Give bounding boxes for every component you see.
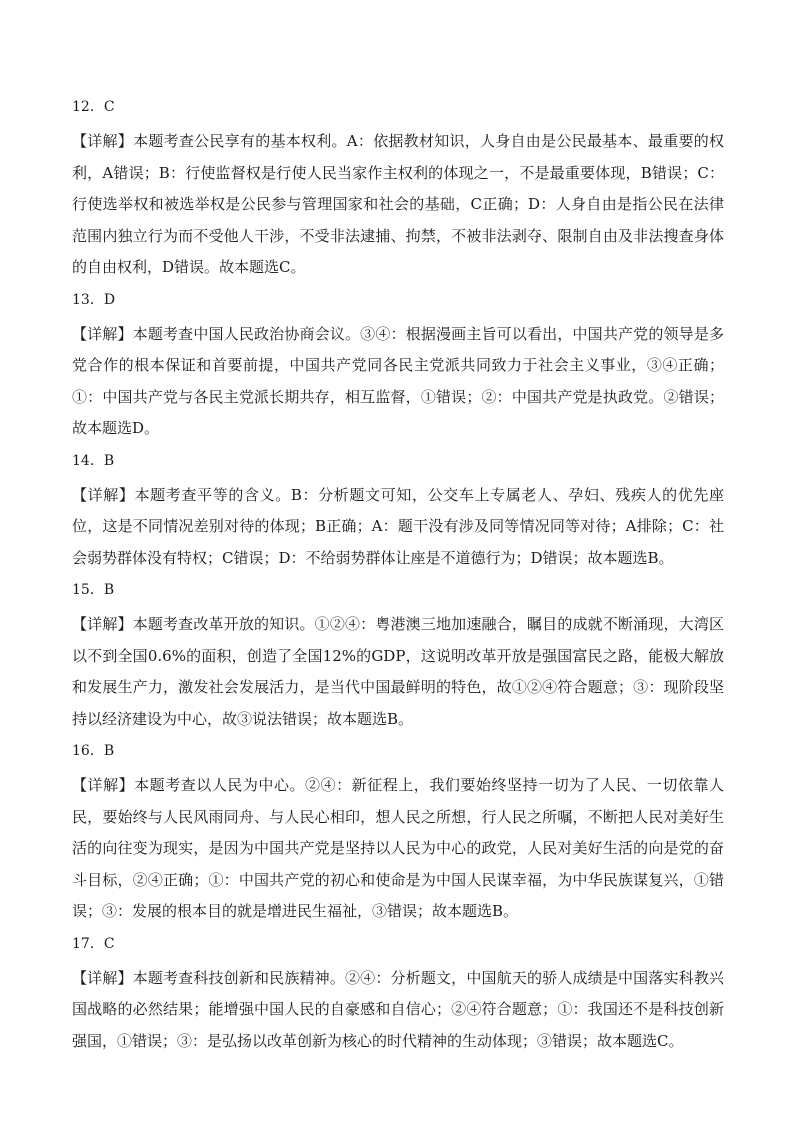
question-number: 16．B (72, 743, 115, 759)
question-number: 12．C (72, 99, 115, 115)
question-number: 14．B (72, 452, 115, 469)
answer-item-12 (72, 96, 724, 284)
explanation-text: 【详解】本题考查公民享有的基本权利。A：依据教材知识，人身自由是公民最基本、最重要的权利，A错误；B：行使监督权是行使人民当家作主权利的体现之一，不是最重要体现，B错误；C：行使选举权和被选举权是公民参与管理国家和社会的基础，C正确；D：人身自由是指公民在法律范围内独立行为而不受他人干涉，不受非法逮捕、拘禁，不被非法剥夺、限制自由及非法搜查身体的自由权利，D错误。故本题选C。 (72, 132, 724, 276)
explanation-text: 【详解】本题考查科技创新和民族精神。②④：分析题文，中国航天的骄人成绩是中国落实科教兴国战略的必然结果；能增强中国人民的自豪感和自信心；②④符合题意；①：我国还不是科技创新强国，①错误；③：是弘扬以改革创新为核心的时代精神的生动体现；③错误；故本题选C。 (72, 968, 724, 1050)
question-number: 15．B (72, 582, 115, 598)
answer-item-13 (72, 289, 724, 445)
question-number: 17．C (72, 935, 115, 952)
explanation-text: 【详解】本题考查以人民为中心。②④：新征程上，我们要始终坚持一切为了人民、一切依靠人民，要始终与人民风雨同舟、与人民心相印，想人民之所想，行人民之所嘱，不断把人民对美好生活的向往变为现实，是因为中国共产党是坚持以人民为中心的政党，人民对美好生活的向是党的奋斗目标，②④正确；①：中国共产党的初心和使命是为中国人民谋幸福，为中华民族谋复兴，①错误；③：发展的根本目的就是增进民生福祉，③错误；故本题选B。 (72, 776, 724, 920)
answer-explanations (72, 96, 724, 1062)
answer-item-14 (72, 450, 724, 575)
answer-item-15 (72, 579, 724, 735)
answer-item-16 (72, 740, 724, 928)
answer-item-17 (72, 933, 724, 1058)
question-number: 13．D (72, 291, 116, 308)
explanation-text: 【详解】本题考查中国人民政治协商会议。③④：根据漫画主旨可以看出，中国共产党的领导是多党合作的根本保证和首要前提，中国共产党同各民主党派共同致力于社会主义事业，③④正确；①：中国共产党与各民主党派长期共存，相互监督，①错误；②：中国共产党是执政党。②错误；故本题选D。 (72, 324, 724, 437)
explanation-text: 【详解】本题考查改革开放的知识。①②④：粤港澳三地加速融合，瞩目的成就不断涌现，大湾区以不到全国0.6%的面积，创造了全国12%的GDP，这说明改革开放是强国富民之路，能极大解放和发展生产力，激发社会发展活力，是当代中国最鲜明的特色，故①②④符合题意；③：现阶段坚持以经济建设为中心，故③说法错误；故本题选B。 (72, 615, 724, 728)
explanation-text: 【详解】本题考查平等的含义。B：分析题文可知，公交车上专属老人、孕妇、残疾人的优先座位，这是不同情况差别对待的体现；B正确；A：题干没有涉及同等情况同等对待；A排除；C：社会弱势群体没有特权；C错误；D：不给弱势群体让座是不道德行为；D错误；故本题选B。 (72, 485, 724, 567)
